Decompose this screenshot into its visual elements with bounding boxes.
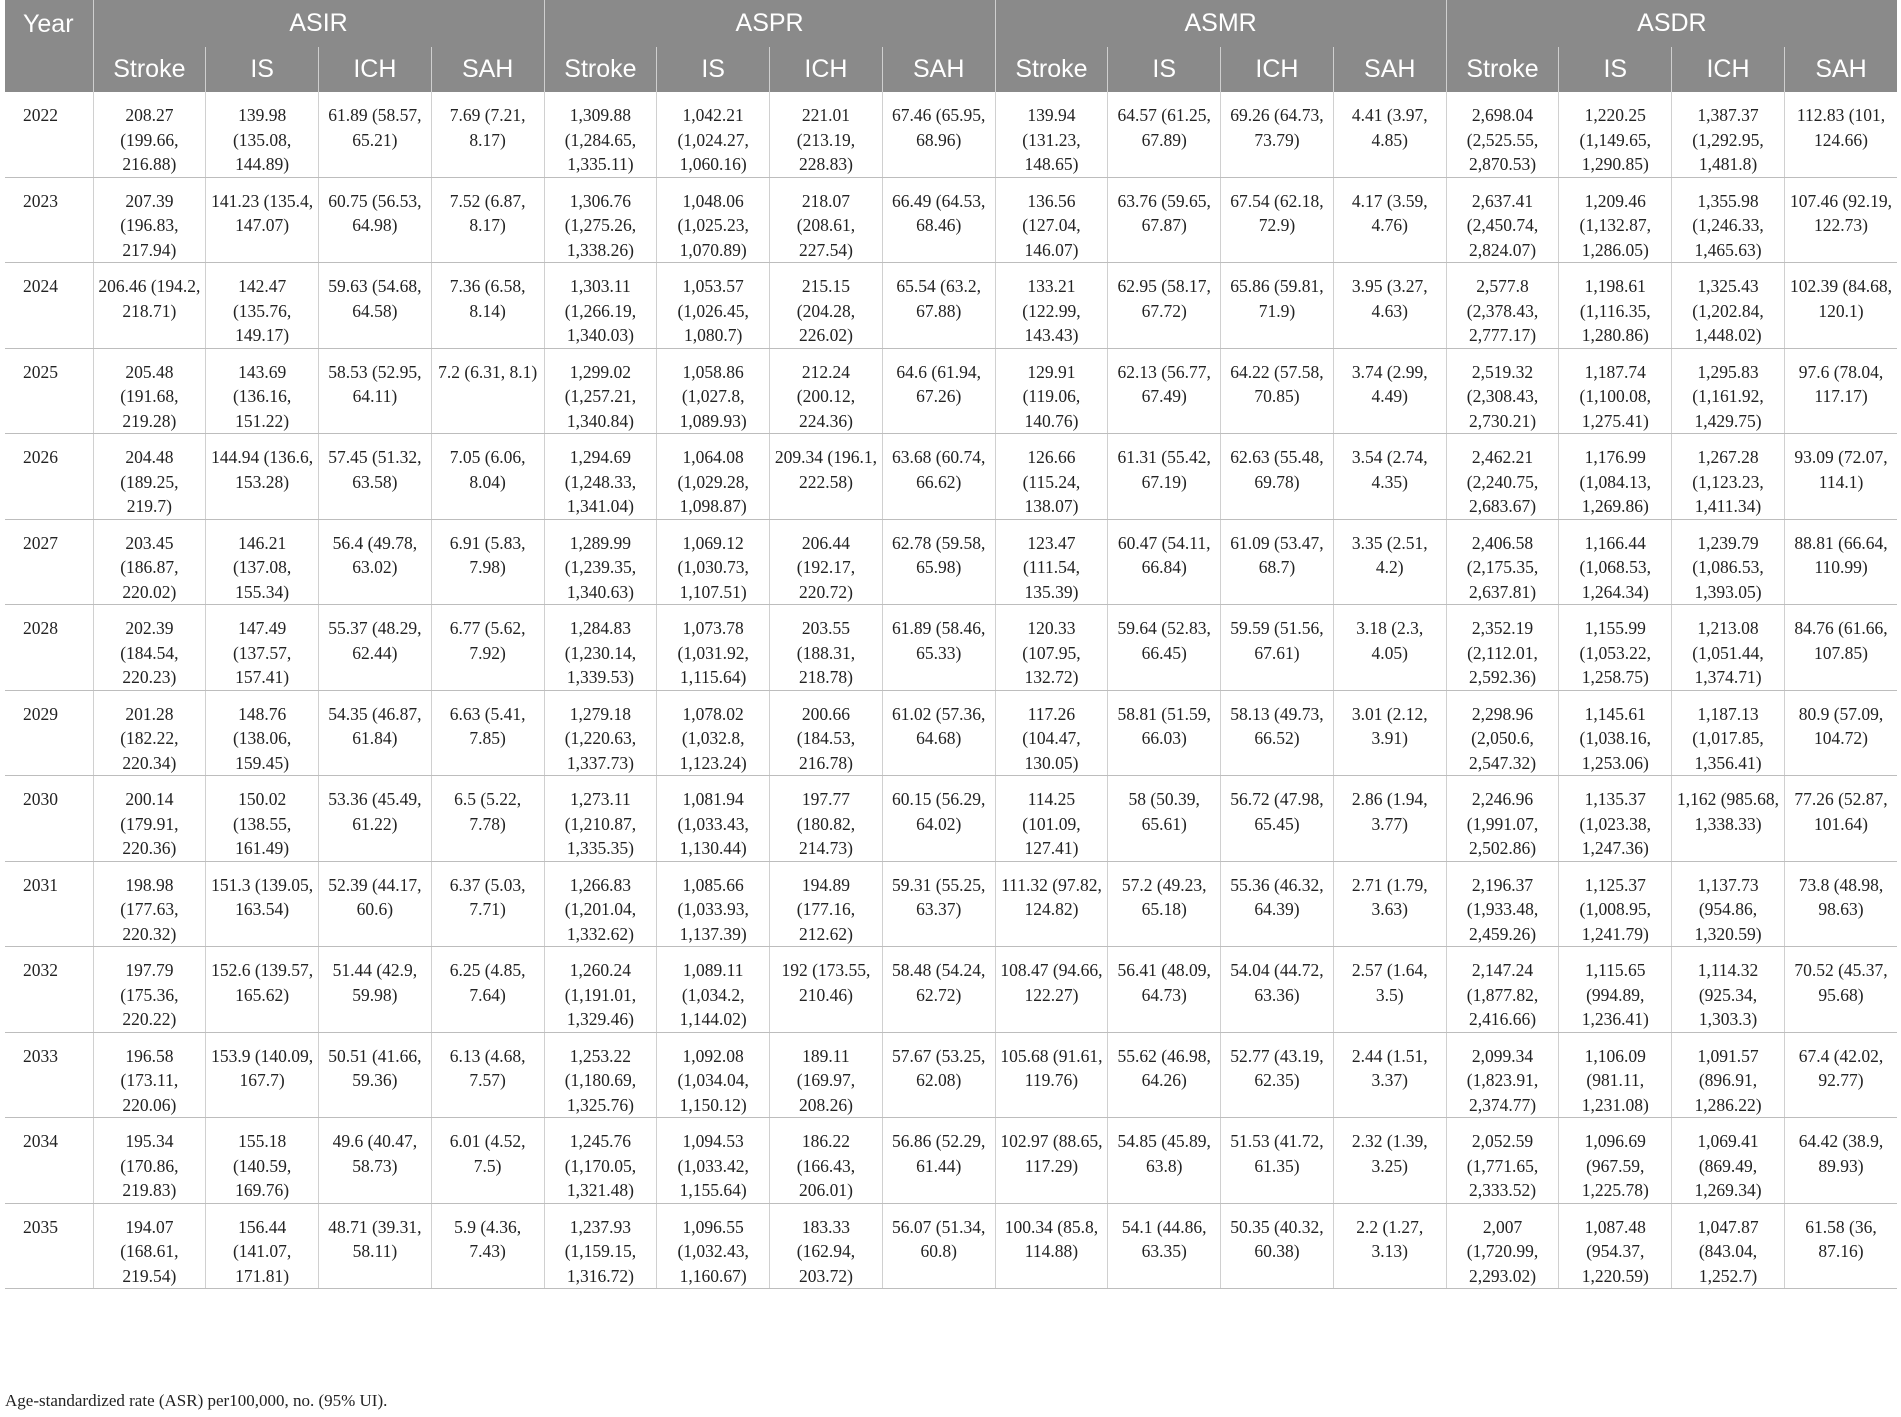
table-row	[5, 519, 1897, 605]
value-cell: 2.2 (1.27, 3.13)	[1333, 1203, 1446, 1289]
value-cell: 183.33 (162.94, 203.72)	[770, 1203, 883, 1289]
value-cell: 2,462.21 (2,240.75, 2,683.67)	[1446, 434, 1559, 520]
subcolumn-header: IS	[1559, 47, 1672, 92]
value-cell: 102.39 (84.68, 120.1)	[1784, 263, 1897, 349]
value-cell: 221.01 (213.19, 228.83)	[770, 92, 883, 177]
value-cell: 1,058.86 (1,027.8, 1,089.93)	[657, 348, 770, 434]
value-cell: 197.79 (175.36, 220.22)	[93, 947, 206, 1033]
value-cell: 4.17 (3.59, 4.76)	[1333, 177, 1446, 263]
value-cell: 1,069.12 (1,030.73, 1,107.51)	[657, 519, 770, 605]
subcolumn-header: Stroke	[995, 47, 1108, 92]
value-cell: 1,069.41 (869.49, 1,269.34)	[1672, 1118, 1785, 1204]
value-cell: 2,052.59 (1,771.65, 2,333.52)	[1446, 1118, 1559, 1204]
value-cell: 57.45 (51.32, 63.58)	[319, 434, 432, 520]
table-row	[5, 263, 1897, 349]
value-cell: 1,325.43 (1,202.84, 1,448.02)	[1672, 263, 1785, 349]
value-cell: 1,162 (985.68, 1,338.33)	[1672, 776, 1785, 862]
value-cell: 2,577.8 (2,378.43, 2,777.17)	[1446, 263, 1559, 349]
value-cell: 194.89 (177.16, 212.62)	[770, 861, 883, 947]
value-cell: 54.1 (44.86, 63.35)	[1108, 1203, 1221, 1289]
value-cell: 64.6 (61.94, 67.26)	[882, 348, 995, 434]
value-cell: 1,048.06 (1,025.23, 1,070.89)	[657, 177, 770, 263]
subcolumn-header: ICH	[1221, 47, 1334, 92]
value-cell: 1,166.44 (1,068.53, 1,264.34)	[1559, 519, 1672, 605]
value-cell: 215.15 (204.28, 226.02)	[770, 263, 883, 349]
value-cell: 60.15 (56.29, 64.02)	[882, 776, 995, 862]
value-cell: 2,246.96 (1,991.07, 2,502.86)	[1446, 776, 1559, 862]
value-cell: 1,115.65 (994.89, 1,236.41)	[1559, 947, 1672, 1033]
value-cell: 139.94 (131.23, 148.65)	[995, 92, 1108, 177]
subcolumn-header: SAH	[882, 47, 995, 92]
value-cell: 3.35 (2.51, 4.2)	[1333, 519, 1446, 605]
value-cell: 5.9 (4.36, 7.43)	[431, 1203, 544, 1289]
table-row	[5, 605, 1897, 691]
value-cell: 58.81 (51.59, 66.03)	[1108, 690, 1221, 776]
value-cell: 67.54 (62.18, 72.9)	[1221, 177, 1334, 263]
value-cell: 1,096.69 (967.59, 1,225.78)	[1559, 1118, 1672, 1204]
value-cell: 73.8 (48.98, 98.63)	[1784, 861, 1897, 947]
value-cell: 114.25 (101.09, 127.41)	[995, 776, 1108, 862]
value-cell: 194.07 (168.61, 219.54)	[93, 1203, 206, 1289]
value-cell: 108.47 (94.66, 122.27)	[995, 947, 1108, 1033]
value-cell: 49.6 (40.47, 58.73)	[319, 1118, 432, 1204]
value-cell: 66.49 (64.53, 68.46)	[882, 177, 995, 263]
table-footnote: Age-standardized rate (ASR) per100,000, no. (95% UI).	[5, 1391, 388, 1410]
value-cell: 208.27 (199.66, 216.88)	[93, 92, 206, 177]
value-cell: 67.4 (42.02, 92.77)	[1784, 1032, 1897, 1118]
value-cell: 88.81 (66.64, 110.99)	[1784, 519, 1897, 605]
value-cell: 207.39 (196.83, 217.94)	[93, 177, 206, 263]
value-cell: 51.44 (42.9, 59.98)	[319, 947, 432, 1033]
header-subcolumn-row	[5, 47, 1897, 92]
value-cell: 1,267.28 (1,123.23, 1,411.34)	[1672, 434, 1785, 520]
value-cell: 1,073.78 (1,031.92, 1,115.64)	[657, 605, 770, 691]
value-cell: 1,137.73 (954.86, 1,320.59)	[1672, 861, 1785, 947]
value-cell: 51.53 (41.72, 61.35)	[1221, 1118, 1334, 1204]
value-cell: 1,106.09 (981.11, 1,231.08)	[1559, 1032, 1672, 1118]
subcolumn-header: Stroke	[544, 47, 657, 92]
table-row	[5, 434, 1897, 520]
value-cell: 55.36 (46.32, 64.39)	[1221, 861, 1334, 947]
value-cell: 1,042.21 (1,024.27, 1,060.16)	[657, 92, 770, 177]
value-cell: 151.3 (139.05, 163.54)	[206, 861, 319, 947]
header-group-row	[5, 0, 1897, 47]
value-cell: 59.59 (51.56, 67.61)	[1221, 605, 1334, 691]
subcolumn-header: ICH	[319, 47, 432, 92]
table-row	[5, 776, 1897, 862]
value-cell: 3.18 (2.3, 4.05)	[1333, 605, 1446, 691]
table-row	[5, 1032, 1897, 1118]
value-cell: 6.91 (5.83, 7.98)	[431, 519, 544, 605]
value-cell: 1,306.76 (1,275.26, 1,338.26)	[544, 177, 657, 263]
value-cell: 1,213.08 (1,051.44, 1,374.71)	[1672, 605, 1785, 691]
value-cell: 60.47 (54.11, 66.84)	[1108, 519, 1221, 605]
value-cell: 1,295.83 (1,161.92, 1,429.75)	[1672, 348, 1785, 434]
value-cell: 148.76 (138.06, 159.45)	[206, 690, 319, 776]
value-cell: 62.63 (55.48, 69.78)	[1221, 434, 1334, 520]
value-cell: 107.46 (92.19, 122.73)	[1784, 177, 1897, 263]
value-cell: 139.98 (135.08, 144.89)	[206, 92, 319, 177]
value-cell: 65.54 (63.2, 67.88)	[882, 263, 995, 349]
value-cell: 2,196.37 (1,933.48, 2,459.26)	[1446, 861, 1559, 947]
value-cell: 192 (173.55, 210.46)	[770, 947, 883, 1033]
value-cell: 1,289.99 (1,239.35, 1,340.63)	[544, 519, 657, 605]
value-cell: 50.35 (40.32, 60.38)	[1221, 1203, 1334, 1289]
value-cell: 2.86 (1.94, 3.77)	[1333, 776, 1446, 862]
table-row	[5, 92, 1897, 177]
value-cell: 48.71 (39.31, 58.11)	[319, 1203, 432, 1289]
subcolumn-header: ICH	[1672, 47, 1785, 92]
value-cell: 64.57 (61.25, 67.89)	[1108, 92, 1221, 177]
value-cell: 1,245.76 (1,170.05, 1,321.48)	[544, 1118, 657, 1204]
value-cell: 2,352.19 (2,112.01, 2,592.36)	[1446, 605, 1559, 691]
value-cell: 1,239.79 (1,086.53, 1,393.05)	[1672, 519, 1785, 605]
value-cell: 6.25 (4.85, 7.64)	[431, 947, 544, 1033]
year-cell: 2035	[5, 1203, 93, 1289]
year-cell: 2033	[5, 1032, 93, 1118]
value-cell: 112.83 (101, 124.66)	[1784, 92, 1897, 177]
value-cell: 1,087.48 (954.37, 1,220.59)	[1559, 1203, 1672, 1289]
value-cell: 202.39 (184.54, 220.23)	[93, 605, 206, 691]
value-cell: 147.49 (137.57, 157.41)	[206, 605, 319, 691]
value-cell: 6.5 (5.22, 7.78)	[431, 776, 544, 862]
value-cell: 1,047.87 (843.04, 1,252.7)	[1672, 1203, 1785, 1289]
value-cell: 54.04 (44.72, 63.36)	[1221, 947, 1334, 1033]
value-cell: 58.13 (49.73, 66.52)	[1221, 690, 1334, 776]
value-cell: 61.58 (36, 87.16)	[1784, 1203, 1897, 1289]
value-cell: 200.14 (179.91, 220.36)	[93, 776, 206, 862]
value-cell: 1,078.02 (1,032.8, 1,123.24)	[657, 690, 770, 776]
value-cell: 70.52 (45.37, 95.68)	[1784, 947, 1897, 1033]
value-cell: 58.53 (52.95, 64.11)	[319, 348, 432, 434]
value-cell: 1,279.18 (1,220.63, 1,337.73)	[544, 690, 657, 776]
value-cell: 1,355.98 (1,246.33, 1,465.63)	[1672, 177, 1785, 263]
value-cell: 150.02 (138.55, 161.49)	[206, 776, 319, 862]
value-cell: 54.85 (45.89, 63.8)	[1108, 1118, 1221, 1204]
year-cell: 2034	[5, 1118, 93, 1204]
year-header: Year	[5, 0, 93, 92]
value-cell: 129.91 (119.06, 140.76)	[995, 348, 1108, 434]
value-cell: 2,298.96 (2,050.6, 2,547.32)	[1446, 690, 1559, 776]
value-cell: 57.2 (49.23, 65.18)	[1108, 861, 1221, 947]
value-cell: 201.28 (182.22, 220.34)	[93, 690, 206, 776]
value-cell: 1,273.11 (1,210.87, 1,335.35)	[544, 776, 657, 862]
value-cell: 7.05 (6.06, 8.04)	[431, 434, 544, 520]
value-cell: 203.45 (186.87, 220.02)	[93, 519, 206, 605]
value-cell: 117.26 (104.47, 130.05)	[995, 690, 1108, 776]
value-cell: 58 (50.39, 65.61)	[1108, 776, 1221, 862]
subcolumn-header: Stroke	[93, 47, 206, 92]
value-cell: 189.11 (169.97, 208.26)	[770, 1032, 883, 1118]
table-row	[5, 177, 1897, 263]
value-cell: 3.95 (3.27, 4.63)	[1333, 263, 1446, 349]
value-cell: 55.37 (48.29, 62.44)	[319, 605, 432, 691]
value-cell: 56.41 (48.09, 64.73)	[1108, 947, 1221, 1033]
value-cell: 142.47 (135.76, 149.17)	[206, 263, 319, 349]
value-cell: 63.76 (59.65, 67.87)	[1108, 177, 1221, 263]
value-cell: 59.64 (52.83, 66.45)	[1108, 605, 1221, 691]
value-cell: 77.26 (52.87, 101.64)	[1784, 776, 1897, 862]
value-cell: 6.01 (4.52, 7.5)	[431, 1118, 544, 1204]
value-cell: 1,176.99 (1,084.13, 1,269.86)	[1559, 434, 1672, 520]
table-row	[5, 348, 1897, 434]
subcolumn-header: ICH	[770, 47, 883, 92]
year-cell: 2030	[5, 776, 93, 862]
value-cell: 64.42 (38.9, 89.93)	[1784, 1118, 1897, 1204]
value-cell: 1,266.83 (1,201.04, 1,332.62)	[544, 861, 657, 947]
value-cell: 2,406.58 (2,175.35, 2,637.81)	[1446, 519, 1559, 605]
value-cell: 1,237.93 (1,159.15, 1,316.72)	[544, 1203, 657, 1289]
group-header-aspr: ASPR	[544, 0, 995, 47]
value-cell: 205.48 (191.68, 219.28)	[93, 348, 206, 434]
table-row	[5, 690, 1897, 776]
value-cell: 1,303.11 (1,266.19, 1,340.03)	[544, 263, 657, 349]
value-cell: 126.66 (115.24, 138.07)	[995, 434, 1108, 520]
value-cell: 1,209.46 (1,132.87, 1,286.05)	[1559, 177, 1672, 263]
value-cell: 218.07 (208.61, 227.54)	[770, 177, 883, 263]
value-cell: 1,092.08 (1,034.04, 1,150.12)	[657, 1032, 770, 1118]
value-cell: 212.24 (200.12, 224.36)	[770, 348, 883, 434]
value-cell: 1,155.99 (1,053.22, 1,258.75)	[1559, 605, 1672, 691]
value-cell: 1,114.32 (925.34, 1,303.3)	[1672, 947, 1785, 1033]
group-header-asir: ASIR	[93, 0, 544, 47]
value-cell: 84.76 (61.66, 107.85)	[1784, 605, 1897, 691]
value-cell: 63.68 (60.74, 66.62)	[882, 434, 995, 520]
value-cell: 1,091.57 (896.91, 1,286.22)	[1672, 1032, 1785, 1118]
value-cell: 136.56 (127.04, 146.07)	[995, 177, 1108, 263]
group-header-asdr: ASDR	[1446, 0, 1897, 47]
year-cell: 2022	[5, 92, 93, 177]
value-cell: 65.86 (59.81, 71.9)	[1221, 263, 1334, 349]
value-cell: 50.51 (41.66, 59.36)	[319, 1032, 432, 1118]
value-cell: 1,094.53 (1,033.42, 1,155.64)	[657, 1118, 770, 1204]
value-cell: 55.62 (46.98, 64.26)	[1108, 1032, 1221, 1118]
subcolumn-header: SAH	[431, 47, 544, 92]
value-cell: 2,637.41 (2,450.74, 2,824.07)	[1446, 177, 1559, 263]
value-cell: 100.34 (85.8, 114.88)	[995, 1203, 1108, 1289]
value-cell: 64.22 (57.58, 70.85)	[1221, 348, 1334, 434]
table-row	[5, 947, 1897, 1033]
subcolumn-header: SAH	[1784, 47, 1897, 92]
table-header	[5, 0, 1897, 92]
subcolumn-header: Stroke	[1446, 47, 1559, 92]
value-cell: 1,053.57 (1,026.45, 1,080.7)	[657, 263, 770, 349]
value-cell: 7.69 (7.21, 8.17)	[431, 92, 544, 177]
value-cell: 102.97 (88.65, 117.29)	[995, 1118, 1108, 1204]
value-cell: 69.26 (64.73, 73.79)	[1221, 92, 1334, 177]
value-cell: 61.89 (58.46, 65.33)	[882, 605, 995, 691]
value-cell: 61.02 (57.36, 64.68)	[882, 690, 995, 776]
year-cell: 2026	[5, 434, 93, 520]
year-cell: 2025	[5, 348, 93, 434]
value-cell: 186.22 (166.43, 206.01)	[770, 1118, 883, 1204]
value-cell: 204.48 (189.25, 219.7)	[93, 434, 206, 520]
value-cell: 3.74 (2.99, 4.49)	[1333, 348, 1446, 434]
value-cell: 198.98 (177.63, 220.32)	[93, 861, 206, 947]
value-cell: 60.75 (56.53, 64.98)	[319, 177, 432, 263]
value-cell: 1,309.88 (1,284.65, 1,335.11)	[544, 92, 657, 177]
value-cell: 155.18 (140.59, 169.76)	[206, 1118, 319, 1204]
value-cell: 196.58 (173.11, 220.06)	[93, 1032, 206, 1118]
value-cell: 2,519.32 (2,308.43, 2,730.21)	[1446, 348, 1559, 434]
value-cell: 56.86 (52.29, 61.44)	[882, 1118, 995, 1204]
value-cell: 206.46 (194.2, 218.71)	[93, 263, 206, 349]
value-cell: 146.21 (137.08, 155.34)	[206, 519, 319, 605]
value-cell: 156.44 (141.07, 171.81)	[206, 1203, 319, 1289]
subcolumn-header: IS	[1108, 47, 1221, 92]
value-cell: 2.71 (1.79, 3.63)	[1333, 861, 1446, 947]
value-cell: 54.35 (46.87, 61.84)	[319, 690, 432, 776]
value-cell: 105.68 (91.61, 119.76)	[995, 1032, 1108, 1118]
value-cell: 120.33 (107.95, 132.72)	[995, 605, 1108, 691]
value-cell: 6.77 (5.62, 7.92)	[431, 605, 544, 691]
value-cell: 62.95 (58.17, 67.72)	[1108, 263, 1221, 349]
table-row	[5, 1203, 1897, 1289]
value-cell: 1,198.61 (1,116.35, 1,280.86)	[1559, 263, 1672, 349]
value-cell: 7.52 (6.87, 8.17)	[431, 177, 544, 263]
value-cell: 2,698.04 (2,525.55, 2,870.53)	[1446, 92, 1559, 177]
value-cell: 3.54 (2.74, 4.35)	[1333, 434, 1446, 520]
value-cell: 7.2 (6.31, 8.1)	[431, 348, 544, 434]
value-cell: 195.34 (170.86, 219.83)	[93, 1118, 206, 1204]
value-cell: 1,387.37 (1,292.95, 1,481.8)	[1672, 92, 1785, 177]
year-cell: 2027	[5, 519, 93, 605]
value-cell: 153.9 (140.09, 167.7)	[206, 1032, 319, 1118]
value-cell: 6.37 (5.03, 7.71)	[431, 861, 544, 947]
value-cell: 1,096.55 (1,032.43, 1,160.67)	[657, 1203, 770, 1289]
value-cell: 67.46 (65.95, 68.96)	[882, 92, 995, 177]
value-cell: 2.57 (1.64, 3.5)	[1333, 947, 1446, 1033]
year-cell: 2023	[5, 177, 93, 263]
year-cell: 2024	[5, 263, 93, 349]
value-cell: 200.66 (184.53, 216.78)	[770, 690, 883, 776]
year-cell: 2032	[5, 947, 93, 1033]
year-cell: 2031	[5, 861, 93, 947]
value-cell: 61.89 (58.57, 65.21)	[319, 92, 432, 177]
value-cell: 1,135.37 (1,023.38, 1,247.36)	[1559, 776, 1672, 862]
subcolumn-header: SAH	[1333, 47, 1446, 92]
value-cell: 52.39 (44.17, 60.6)	[319, 861, 432, 947]
group-header-asmr: ASMR	[995, 0, 1446, 47]
value-cell: 56.4 (49.78, 63.02)	[319, 519, 432, 605]
value-cell: 58.48 (54.24, 62.72)	[882, 947, 995, 1033]
value-cell: 143.69 (136.16, 151.22)	[206, 348, 319, 434]
projection-table	[5, 0, 1897, 1289]
value-cell: 2,007 (1,720.99, 2,293.02)	[1446, 1203, 1559, 1289]
value-cell: 3.01 (2.12, 3.91)	[1333, 690, 1446, 776]
value-cell: 1,299.02 (1,257.21, 1,340.84)	[544, 348, 657, 434]
value-cell: 209.34 (196.1, 222.58)	[770, 434, 883, 520]
value-cell: 56.07 (51.34, 60.8)	[882, 1203, 995, 1289]
value-cell: 1,187.74 (1,100.08, 1,275.41)	[1559, 348, 1672, 434]
value-cell: 52.77 (43.19, 62.35)	[1221, 1032, 1334, 1118]
value-cell: 53.36 (45.49, 61.22)	[319, 776, 432, 862]
value-cell: 6.63 (5.41, 7.85)	[431, 690, 544, 776]
value-cell: 61.09 (53.47, 68.7)	[1221, 519, 1334, 605]
value-cell: 1,081.94 (1,033.43, 1,130.44)	[657, 776, 770, 862]
value-cell: 1,187.13 (1,017.85, 1,356.41)	[1672, 690, 1785, 776]
value-cell: 1,064.08 (1,029.28, 1,098.87)	[657, 434, 770, 520]
value-cell: 93.09 (72.07, 114.1)	[1784, 434, 1897, 520]
value-cell: 1,085.66 (1,033.93, 1,137.39)	[657, 861, 770, 947]
value-cell: 6.13 (4.68, 7.57)	[431, 1032, 544, 1118]
value-cell: 1,294.69 (1,248.33, 1,341.04)	[544, 434, 657, 520]
value-cell: 61.31 (55.42, 67.19)	[1108, 434, 1221, 520]
value-cell: 203.55 (188.31, 218.78)	[770, 605, 883, 691]
subcolumn-header: IS	[657, 47, 770, 92]
value-cell: 1,145.61 (1,038.16, 1,253.06)	[1559, 690, 1672, 776]
table-row	[5, 861, 1897, 947]
value-cell: 206.44 (192.17, 220.72)	[770, 519, 883, 605]
table-body	[5, 92, 1897, 1289]
value-cell: 1,284.83 (1,230.14, 1,339.53)	[544, 605, 657, 691]
value-cell: 152.6 (139.57, 165.62)	[206, 947, 319, 1033]
value-cell: 2.44 (1.51, 3.37)	[1333, 1032, 1446, 1118]
value-cell: 59.63 (54.68, 64.58)	[319, 263, 432, 349]
value-cell: 1,253.22 (1,180.69, 1,325.76)	[544, 1032, 657, 1118]
value-cell: 56.72 (47.98, 65.45)	[1221, 776, 1334, 862]
value-cell: 2,147.24 (1,877.82, 2,416.66)	[1446, 947, 1559, 1033]
table-row	[5, 1118, 1897, 1204]
value-cell: 123.47 (111.54, 135.39)	[995, 519, 1108, 605]
value-cell: 62.13 (56.77, 67.49)	[1108, 348, 1221, 434]
subcolumn-header: IS	[206, 47, 319, 92]
value-cell: 1,125.37 (1,008.95, 1,241.79)	[1559, 861, 1672, 947]
year-cell: 2028	[5, 605, 93, 691]
value-cell: 144.94 (136.6, 153.28)	[206, 434, 319, 520]
value-cell: 57.67 (53.25, 62.08)	[882, 1032, 995, 1118]
value-cell: 1,220.25 (1,149.65, 1,290.85)	[1559, 92, 1672, 177]
value-cell: 1,260.24 (1,191.01, 1,329.46)	[544, 947, 657, 1033]
value-cell: 197.77 (180.82, 214.73)	[770, 776, 883, 862]
value-cell: 1,089.11 (1,034.2, 1,144.02)	[657, 947, 770, 1033]
value-cell: 2.32 (1.39, 3.25)	[1333, 1118, 1446, 1204]
value-cell: 141.23 (135.4, 147.07)	[206, 177, 319, 263]
value-cell: 111.32 (97.82, 124.82)	[995, 861, 1108, 947]
value-cell: 80.9 (57.09, 104.72)	[1784, 690, 1897, 776]
value-cell: 59.31 (55.25, 63.37)	[882, 861, 995, 947]
value-cell: 97.6 (78.04, 117.17)	[1784, 348, 1897, 434]
value-cell: 2,099.34 (1,823.91, 2,374.77)	[1446, 1032, 1559, 1118]
value-cell: 62.78 (59.58, 65.98)	[882, 519, 995, 605]
value-cell: 133.21 (122.99, 143.43)	[995, 263, 1108, 349]
value-cell: 7.36 (6.58, 8.14)	[431, 263, 544, 349]
year-cell: 2029	[5, 690, 93, 776]
value-cell: 4.41 (3.97, 4.85)	[1333, 92, 1446, 177]
